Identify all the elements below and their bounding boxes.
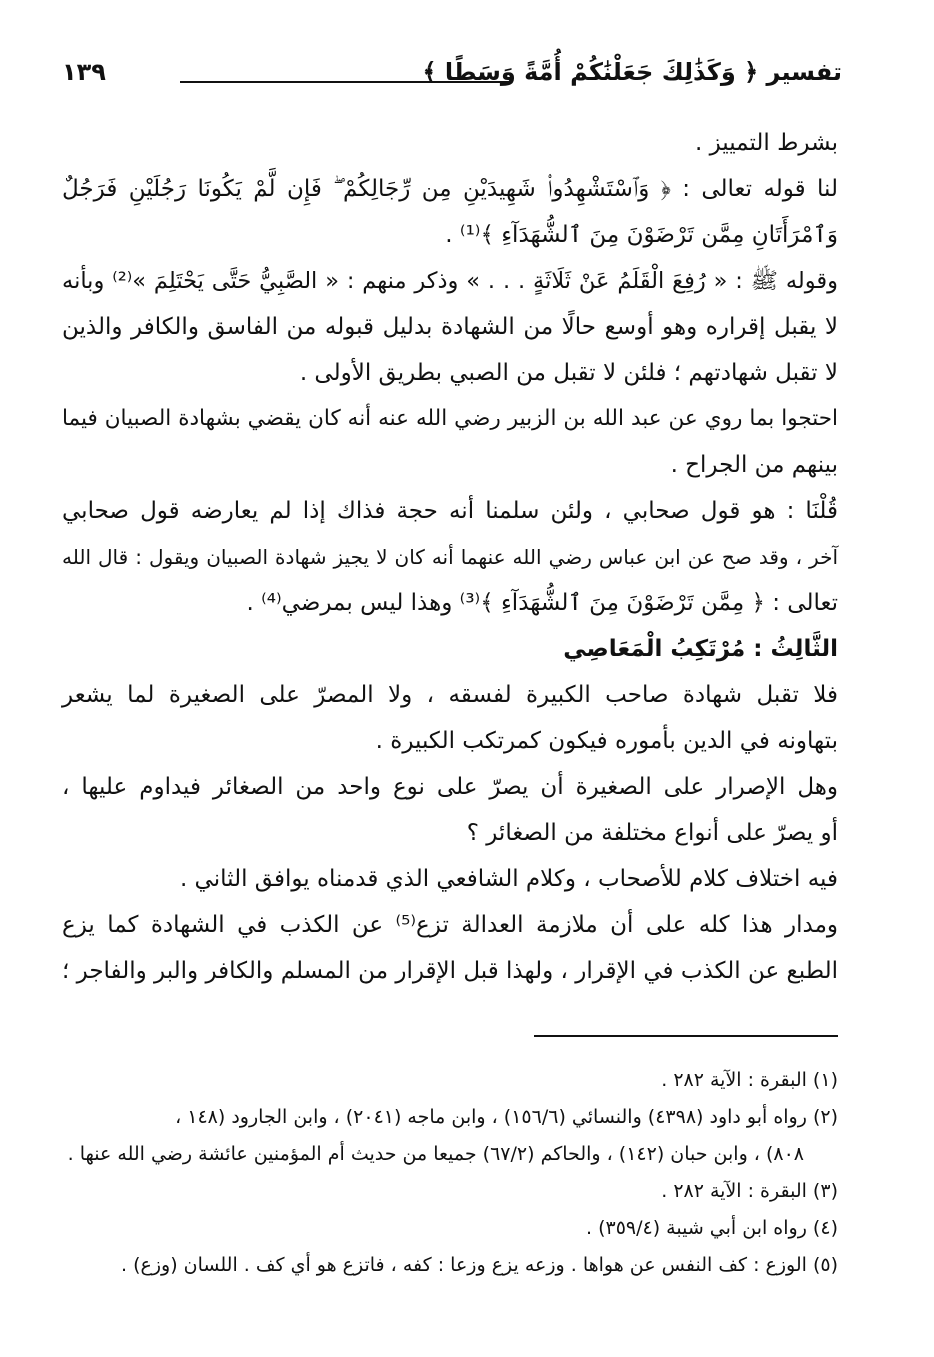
running-header-title: تفسير ﴿ وَكَذَٰلِكَ جَعَلْنَٰكُمْ أُمَّةً وَسَطًا ﴾ bbox=[422, 58, 842, 86]
text-line: ومدار هذا كله على أن ملازمة العدالة تزع⁽⁵⁾ عن الكذب في الشهادة كما يزع bbox=[62, 912, 839, 938]
footnote: (٥) الوزع : كف النفس عن هواها . وزعه يزع وزعا : كفه ، فاتزع هو أي كف . اللسان (وزع) . bbox=[121, 1254, 838, 1276]
text-line: وقوله ﷺ : « رُفِعَ الْقَلَمُ عَنْ ثَلَاثَةٍ . . . » وذكر منهم : « الصَّبِيُّ حَتَّى يَحْتَلِمَ »⁽²⁾ وبأنه bbox=[62, 268, 838, 294]
text-line: فيه اختلاف كلام للأصحاب ، وكلام الشافعي الذي قدمناه يوافق الثاني . bbox=[179, 866, 838, 892]
text-line: الطبع عن الكذب في الإقرار ، ولهذا قبل الإقرار من المسلم والكافر والبر والفاجر ؛ bbox=[62, 958, 838, 984]
text-line: بشرط التمييز . bbox=[694, 130, 838, 156]
header-rule bbox=[180, 81, 512, 83]
footnote: (٣) البقرة : الآية ٢٨٢ . bbox=[661, 1180, 838, 1202]
footnotes bbox=[62, 1062, 838, 1284]
footnote-continuation: ٨٠٨) ، وابن حبان (١٤٢) ، والحاكم (٦٧/٢) جميعا من حديث أم المؤمنين عائشة رضي الله عنها . bbox=[67, 1143, 804, 1165]
page-number: ١٣٩ bbox=[62, 58, 106, 86]
footnote: (٢) رواه أبو داود (٤٣٩٨) والنسائي (١٥٦/٦) ، وابن ماجه (٢٠٤١) ، وابن الجارود (١٤٨ ، bbox=[175, 1106, 838, 1128]
text-line: لنا قوله تعالى : ﴿ وَٱسْتَشْهِدُوا۟ شَهِيدَيْنِ مِن رِّجَالِكُمْ ۖ فَإِن لَّمْ يَكُونَا رَجُلَيْنِ فَرَجُلٌ bbox=[62, 176, 838, 202]
footnote: (٤) رواه ابن أبي شيبة (٣٥٩/٤) . bbox=[586, 1217, 838, 1239]
text-line: بتهاونه في الدين بأموره فيكون كمرتكب الكبيرة . bbox=[375, 728, 838, 754]
main-text bbox=[62, 120, 838, 994]
running-header bbox=[62, 58, 842, 98]
text-line: فلا تقبل شهادة صاحب الكبيرة لفسقه ، ولا المصرّ على الصغيرة لما يشعر bbox=[62, 682, 838, 708]
text-line: وَٱمْرَأَتَانِ مِمَّن تَرْضَوْنَ مِنَ ٱلشُّهَدَآءِ ﴾⁽¹⁾ . bbox=[445, 222, 838, 248]
text-line: وهل الإصرار على الصغيرة أن يصرّ على نوع واحد من الصغائر فيداوم عليها ، bbox=[62, 774, 838, 800]
text-line: لا يقبل إقراره وهو أوسع حالًا من الشهادة بدليل قبوله من الفاسق والكافر والذين bbox=[62, 314, 838, 340]
text-line: قُلْنَا : هو قول صحابي ، ولئن سلمنا أنه حجة فذاك إذا لم يعارضه قول صحابي bbox=[62, 498, 838, 524]
text-line: بينهم من الجراح . bbox=[670, 452, 838, 478]
footnote-separator bbox=[534, 1035, 838, 1037]
footnote: (١) البقرة : الآية ٢٨٢ . bbox=[661, 1069, 838, 1091]
text-line: آخر ، وقد صح عن ابن عباس رضي الله عنهما أنه كان لا يجيز شهادة الصبيان ويقول : قال الله bbox=[62, 545, 838, 569]
text-line: لا تقبل شهادتهم ؛ فلئن لا تقبل من الصبي بطريق الأولى . bbox=[299, 360, 838, 386]
section-heading: الثَّالِثُ : مُرْتَكِبُ الْمَعَاصِي bbox=[563, 636, 838, 662]
text-line: أو يصرّ على أنواع مختلفة من الصغائر ؟ bbox=[466, 820, 838, 846]
text-line: تعالى : ﴿ مِمَّن تَرْضَوْنَ مِنَ ٱلشُّهَدَآءِ ﴾⁽³⁾ وهذا ليس بمرضي⁽⁴⁾ . bbox=[246, 590, 838, 616]
text-line: احتجوا بما روي عن عبد الله بن الزبير رضي الله عنه أنه كان يقضي بشهادة الصبيان فيما bbox=[62, 406, 838, 431]
